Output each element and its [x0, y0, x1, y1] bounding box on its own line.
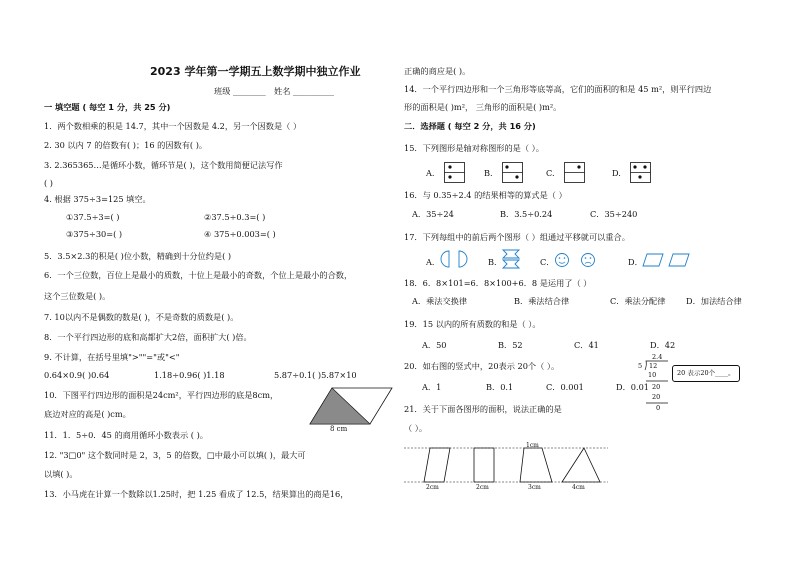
q21-shape-label-4: 4cm — [572, 484, 585, 491]
q20-option-b: B．0.1 — [486, 382, 514, 392]
q4-item-2: ②37.5÷0.3=( ) — [204, 212, 266, 222]
question-13: 13．小马虎在计算一个数除以1.25时，把 1.25 看成了 12.5，结果算出的商是16， — [44, 489, 349, 499]
q18-option-c: C．乘法分配律 — [610, 296, 666, 306]
parallelogram-figure — [310, 384, 396, 430]
question-21: 21．关于下面各图形的面积，说法正确的是 — [404, 404, 562, 414]
question-8: 8．一个平行四边形的底和高都扩大2倍，面积扩大( )倍。 — [44, 332, 252, 342]
parallelogram-base-label: 8 cm — [330, 425, 348, 433]
q17-option-d: D． — [628, 257, 643, 267]
section-choice: 二．选择题 ( 每空 2 分，共 16 分) — [404, 121, 536, 131]
q21-shape-label-1: 2cm — [426, 484, 439, 491]
q4-item-4: ④ 375÷0.003=( ) — [204, 229, 276, 239]
q15-figure-a — [444, 162, 466, 184]
q19-option-c: C．41 — [574, 340, 599, 350]
question-2: 2. 30 以内 7 的倍数有( )；16 的因数有( )。 — [44, 140, 208, 150]
q17-figure-a — [440, 250, 472, 268]
q9-item-1: 0.64×0.9( )0.64 — [44, 370, 110, 380]
question-9: 9. 不计算，在括号里填">""="或"<" — [44, 352, 180, 362]
q19-option-a: A．50 — [422, 340, 447, 350]
q21-shape-label-2: 2cm — [476, 484, 489, 491]
question-12: 12. "3□0" 这个数同时是 2，3，5 的倍数，□中最小可以填( )，最大可 — [44, 450, 306, 460]
question-14-cont: 形的面积是( )m²， 三角形的面积是( )m²。 — [404, 102, 562, 112]
q20-callout-text: 20 表示20个____。 — [677, 369, 735, 377]
question-18: 18．6．8×101=6．8×100+6．8 是运用了（ ） — [404, 278, 592, 288]
q15-option-d: D. — [612, 168, 621, 178]
q16-option-c: C．35÷240 — [590, 209, 638, 219]
q4-item-1: ①37.5÷3=( ) — [66, 212, 120, 222]
division-dividend: 12 — [649, 362, 658, 370]
q4-item-3: ③375÷30=( ) — [66, 229, 123, 239]
q17-option-c: C． — [540, 257, 555, 267]
question-3: 3. 2.365365…是循环小数，循环节是( )，这个数用简便记法写作 — [44, 160, 283, 170]
division-quotient: 2.4 — [652, 353, 663, 361]
question-7: 7. 10以内不是偶数的数是( )，不是奇数的质数是( )。 — [44, 312, 239, 322]
q19-option-d: D．42 — [650, 340, 676, 350]
q18-option-d: D．加法结合律 — [686, 296, 742, 306]
question-6: 6．一个三位数，百位上是最小的质数，十位上是最小的奇数，个位上是最小的合数， — [44, 270, 353, 280]
section-fill-blank: 一 填空题 ( 每空 1 分，共 25 分) — [44, 102, 171, 112]
q20-option-a: A．1 — [422, 382, 442, 392]
question-6-blank: 这个三位数是( )。 — [44, 291, 111, 301]
question-12-cont: 以填( )。 — [44, 469, 78, 479]
q18-option-a: A．乘法交换律 — [412, 296, 468, 306]
q17-figure-b — [502, 249, 524, 269]
question-3-blank: ( ) — [44, 178, 53, 188]
q17-option-a: A． — [426, 257, 441, 267]
q15-figure-d — [630, 162, 652, 184]
q17-figure-d — [642, 253, 692, 267]
division-divisor: 5 — [638, 362, 643, 370]
question-16: 16．与 0.35÷2.4 的结果相等的算式是（ ） — [404, 190, 567, 200]
q21-top-label: 1cm — [526, 442, 539, 449]
q19-option-b: B．52 — [498, 340, 523, 350]
q20-callout — [672, 365, 740, 382]
q20-option-c: C．0.001 — [546, 382, 584, 392]
question-1: 1．两个数相乘的积是 14.7，其中一个因数是 4.2，另一个因数是（ ） — [44, 121, 302, 131]
q17-figure-c — [554, 252, 598, 268]
page-title: 2023 学年第一学期五上数学期中独立作业 — [150, 65, 361, 78]
question-15: 15．下列图形是轴对称图形的是（ ）。 — [404, 143, 544, 153]
q15-figure-c — [564, 162, 586, 184]
question-14: 14．一个平行四边形和一个三角形等底等高，它们的面积的和是 45 m²，则平行四边 — [404, 84, 712, 94]
class-label: 班级 ________ — [214, 86, 266, 96]
name-label: 姓名 __________ — [274, 86, 334, 96]
q18-option-b: B．乘法结合律 — [514, 296, 570, 306]
division-step2: 20 — [652, 383, 661, 391]
question-21-blank: （ ）。 — [404, 423, 428, 433]
question-5: 5．3.5×2.3的积是( )位小数，精确到十分位约是( ) — [44, 251, 232, 261]
question-19: 19．15 以内的所有质数的和是（ ）。 — [404, 319, 541, 329]
question-10-blank: 底边对应的高是( )cm。 — [44, 409, 131, 419]
q16-option-a: A．35÷24 — [412, 209, 454, 219]
q17-option-b: B． — [488, 257, 503, 267]
question-10: 10．下图平行四边形的面积是24cm²，平行四边形的底是8cm， — [44, 390, 279, 400]
division-step3: 20 — [652, 393, 661, 401]
question-4: 4. 根据 375÷3=125 填空。 — [44, 194, 151, 204]
question-17: 17．下列每组中的前后两个图形（ ）组通过平移就可以重合。 — [404, 232, 630, 242]
division-remainder: 0 — [656, 404, 661, 412]
q9-item-2: 1.18÷0.96( )1.18 — [154, 370, 225, 380]
q21-shape-label-3: 3cm — [528, 484, 541, 491]
q20-option-d: D．0.01 — [616, 382, 649, 392]
q15-option-c: C. — [546, 168, 555, 178]
q20-long-division — [638, 353, 678, 415]
question-13-cont: 正确的商应是( )。 — [404, 66, 471, 76]
q15-option-a: A. — [426, 168, 435, 178]
q9-item-3: 5.87÷0.1( )5.87×10 — [274, 370, 357, 380]
q15-option-b: B. — [484, 168, 493, 178]
division-step1: 10 — [648, 371, 657, 379]
question-11: 11．1．5÷0．45 的商用循环小数表示 ( )。 — [44, 430, 208, 440]
q15-figure-b — [502, 162, 524, 184]
q16-option-b: B．3.5÷0.24 — [500, 209, 553, 219]
question-20: 20．如右图的竖式中，20表示 20个（ ）。 — [404, 361, 560, 371]
